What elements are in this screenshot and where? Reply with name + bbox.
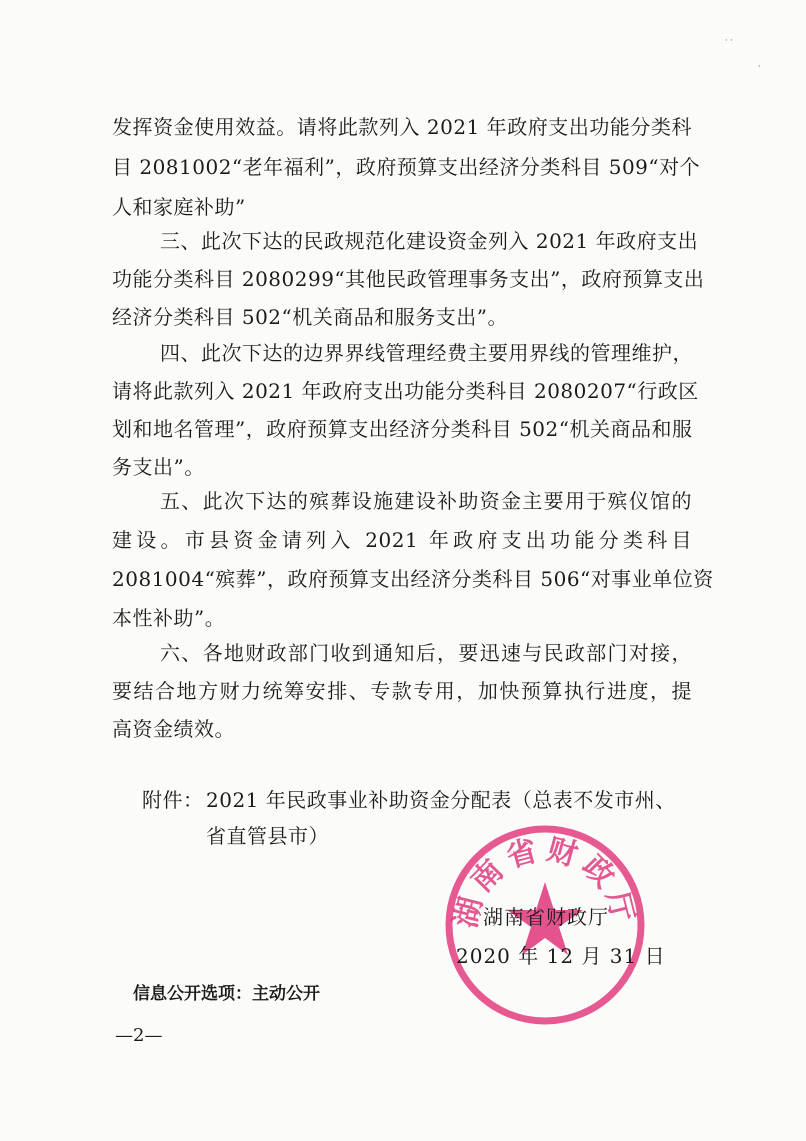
- text-line: 人和家庭补助”: [112, 195, 246, 219]
- scan-speck: ·: [758, 62, 761, 71]
- text-line: 发挥资金使用效益。请将此款列入 2021 年政府支出功能分类科: [112, 115, 692, 139]
- text-line: 五、此次下达的殡葬设施建设补助资金主要用于殡仪馆的: [160, 489, 692, 513]
- attachment-label: 附件：: [142, 788, 204, 812]
- text-line: 务支出”。: [112, 455, 205, 479]
- page-number: —2—: [115, 1025, 163, 1046]
- issuing-authority: 湖南省财政厅: [483, 905, 609, 929]
- text-line: 四、此次下达的边界界线管理经费主要用界线的管理维护，: [160, 341, 693, 365]
- text-line: 目 2081002“老年福利”，政府预算支出经济分类科目 509“对个: [112, 155, 701, 179]
- text-line: 高资金绩效。: [112, 717, 235, 741]
- text-line: 三、此次下达的民政规范化建设资金列入 2021 年政府支出: [160, 229, 699, 253]
- text-line: 2081004“殡葬”，政府预算支出经济分类科目 506“对事业单位资: [112, 567, 714, 591]
- text-line: 本性补助”。: [112, 606, 226, 630]
- text-line: 建设。市县资金请列入 2021 年政府支出功能分类科目: [112, 528, 692, 552]
- text-line: 经济分类科目 502“机关商品和服务支出”。: [112, 305, 508, 329]
- text-line: 六、各地财政部门收到通知后，要迅速与民政部门对接，: [160, 641, 692, 665]
- attachment-title-continued: 省直管县市）: [206, 824, 329, 848]
- text-line: 请将此款列入 2021 年政府支出功能分类科目 2080207“行政区: [112, 379, 699, 403]
- text-line: 功能分类科目 2080299“其他民政管理事务支出”，政府预算支出: [112, 267, 705, 291]
- svg-text:湖南省财政厅: 湖南省财政厅: [448, 831, 642, 932]
- text-line: 划和地名管理”，政府预算支出经济分类科目 502“机关商品和服: [112, 417, 693, 441]
- text-line: 要结合地方财力统筹安排、专款专用，加快预算执行进度，提: [112, 679, 692, 703]
- scan-speck: · ·: [725, 36, 733, 45]
- attachment-title: 2021 年民政事业补助资金分配表（总表不发市州、: [206, 788, 676, 812]
- issue-date: 2020 年 12 月 31 日: [456, 944, 666, 968]
- disclosure-option: 信息公开选项：主动公开: [133, 984, 320, 1004]
